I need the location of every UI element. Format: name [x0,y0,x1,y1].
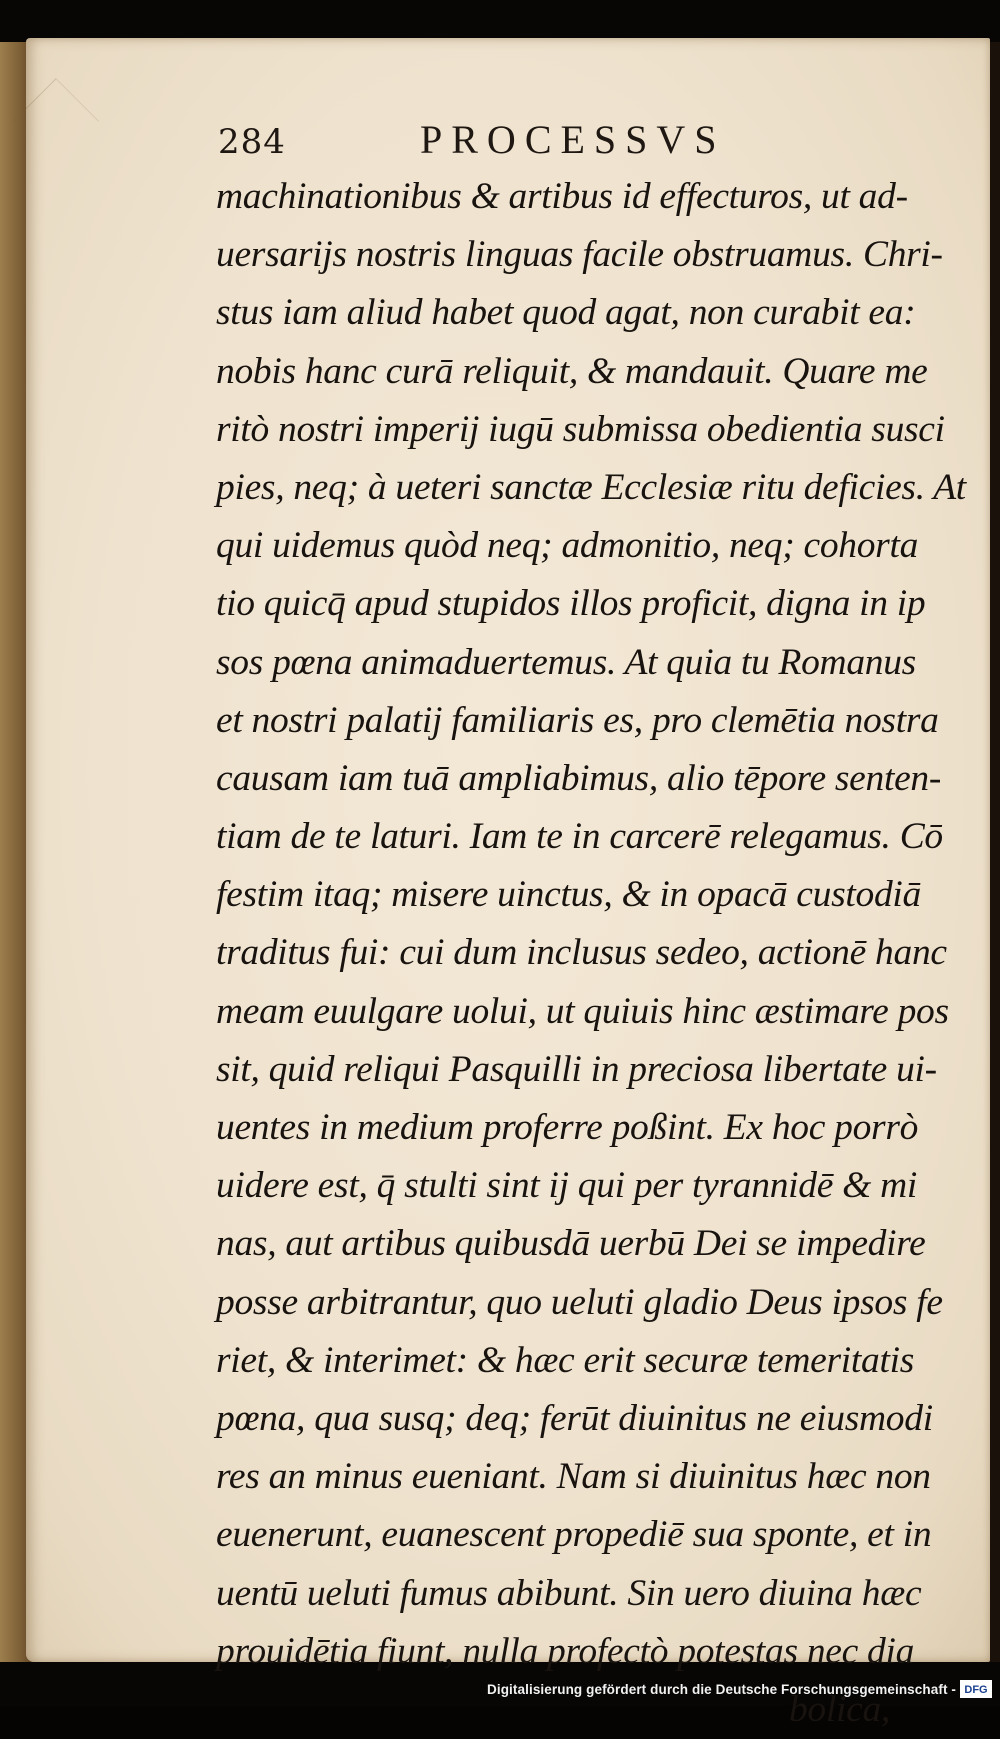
text-line: riet, & interimet: & hæc erit securæ temeritatis [216,1339,915,1381]
dfg-logo-text: DFG [964,1684,988,1696]
dfg-logo [960,1680,992,1698]
text-line: sos pœna animaduertemus. At quia tu Romanus [216,641,916,683]
running-head [218,116,918,172]
body-text [216,168,966,1739]
digitization-credit [487,1678,992,1700]
text-line: traditus fui: cui dum inclusus sedeo, actionē hanc [216,932,947,974]
text-line: uidere est, q̄ stulti sint ij qui per tyrannidē & mi [216,1165,917,1207]
catchword: bolica, [788,1688,890,1730]
text-line: festim itaq; misere uinctus, & in opacā custodiā [216,874,921,916]
text-line: ritò nostri imperij iugū submissa obedientia susci [216,408,945,450]
page-number: 284 [218,122,286,162]
text-line: meam euulgare uolui, ut quiuis hinc æstimare pos [216,990,949,1032]
text-line: uentū ueluti fumus abibunt. Sin uero diuina hæc [216,1572,922,1614]
page-fold-mark [13,78,99,164]
text-line: uentes in medium proferre poßint. Ex hoc porrò [216,1107,919,1148]
text-line: prouidētia fiunt, nulla profectò potestas nec dia [216,1630,915,1672]
credit-text: Digitalisierung gefördert durch die Deutsche Forschungsgemeinschaft - [487,1681,956,1697]
text-line: tio quicq̄ apud stupidos illos proficit, digna in ip [216,583,926,625]
text-line: uersarijs nostris linguas facile obstruamus. Chri- [216,234,943,276]
text-line: tiam de te laturi. Iam te in carcerē relegamus. Cō [216,816,943,858]
dfg-logo-mark [962,1682,990,1696]
text-line: et nostri palatij familiaris es, pro clemētia nostra [216,699,939,741]
text-line: sit, quid reliqui Pasquilli in preciosa libertate ui- [216,1048,937,1090]
text-line: res an minus eueniant. Nam si diuinitus hæc non [216,1456,931,1498]
text-line: machinationibus & artibus id effecturos, ut ad- [216,176,908,217]
text-line: qui uidemus quòd neq; admonitio, neq; cohorta [216,525,919,567]
text-line: nobis hanc curā reliquit, & mandauit. Quare me [216,350,928,392]
text-line: stus iam aliud habet quod agat, non curabit ea: [216,292,916,334]
text-line: causam iam tuā ampliabimus, alio tēpore senten- [216,757,942,799]
text-line: nas, aut artibus quibusdā uerbū Dei se impedire [216,1223,926,1265]
running-title: PROCESSVS [420,117,726,162]
text-line: pies, neq; à ueteri sanctæ Ecclesiæ ritu deficies. At [216,466,966,508]
text-line: euenerunt, euanescent propediē sua sponte, et in [216,1514,932,1556]
text-line: posse arbitrantur, quo ueluti gladio Deus ipsos fe [216,1281,943,1323]
text-line: pœna, qua susq; deq; ferūt diuinitus ne eiusmodi [216,1397,933,1439]
